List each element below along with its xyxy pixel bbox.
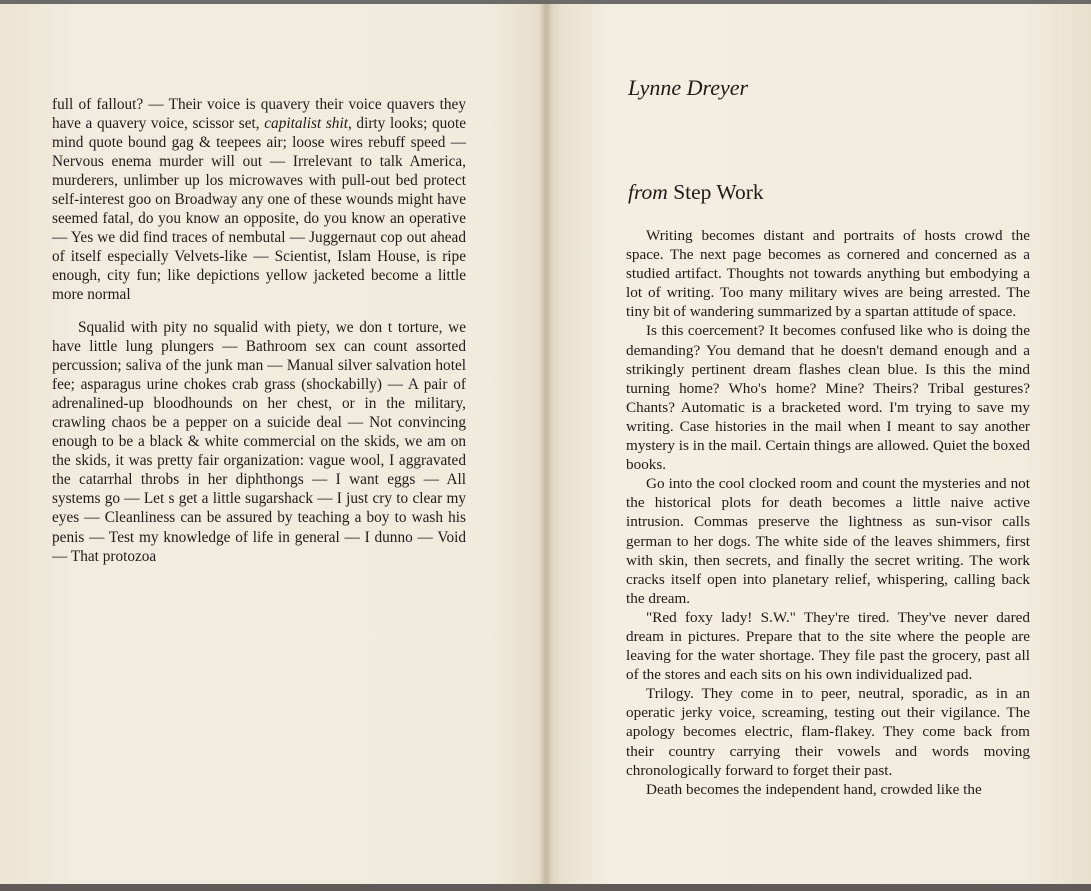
left-paragraph-text: Squalid with pity no squalid with piety, we don t torture, we have little lung plungers — Bathroom sex can count assorted percussion; saliva of the junk man — Manual silver salvation hotel fee; asparagus urine chokes crab grass (shockabilly) — A pair of adrenalined-up bloodhounds on her chest, or in the military, crawling chaos be a pepper on a suicide deal — Not convincing enough to be a black & white commercial on the skids, we am on the skids, it was pretty fair organization: vague wool, I aggravated the catarrhal throbs in her diphthongs — I want eggs — All systems go — Let s get a little sugarshack — I just cry to clear my eyes — Cleanliness can be assured by teaching a boy to wash his penis — Test my knowledge of life in general — I dunno — Void — That protozoa — [52, 319, 466, 565]
left-paragraph-text: full of fallout? — Their voice is quavery their voice quavers they have a quavery voice, scissor set, capitalist shit, dirty looks; quote mind quote bound gag & teepees air; loose wires rebuff speed — Nervous enema murder will out — Irrelevant to talk America, murderers, unlimber up los microwaves with pull-out bed protect self-interest goo on Broadway any one of these wounds might have seemed fatal, do you know an opposite, do you know an operative — Yes we did find traces of nembutal — Juggernaut cop out ahead of itself especially Velvets-like — Scientist, Islam House, is ripe enough, city fun; like depictions yellow jacketed become a little more normal — [52, 96, 466, 304]
right-paragraph: Death becomes the independent hand, crowded like the — [646, 780, 982, 798]
show-through-mark — [350, 70, 355, 93]
left-page-paragraph-1 — [52, 95, 466, 305]
right-paragraph: Go into the cool clocked room and count the mysteries and not the historical plots for death becomes a little naive active intrusion. Commas preserve the lightness as sun-visor calls german to her dogs. The white side of the leaves shimmers, first with skin, then secrets, and finally the secret writing. The work cracks itself open into planetary relief, whispering, calling back the dream. — [626, 475, 1030, 607]
right-paragraph: Writing becomes distant and portraits of hosts crowd the space. The next page becomes as cornered and concerned as a studied artifact. Thoughts not towards anything but embodying a lot of writing. Too many military wives are being arrested. The tiny bit of wandering summarized by a spartan attitude of space. — [626, 227, 1030, 321]
right-paragraph: "Red foxy lady! S.W." They're tired. They've never dared dream in pictures. Prepare that to the site where the people are leaving for the water shortage. They file past the grocery, past all of the stores and each sits on his own individualized pad. — [626, 608, 1030, 684]
author-name: Lynne Dreyer — [628, 75, 749, 100]
book-gutter — [538, 0, 552, 891]
right-paragraph: Trilogy. They come in to peer, neutral, sporadic, as in an operatic jerky voice, screaming, testing out their vigilance. The apology becomes electric, flam-flakey. They come back from their country carrying their vowels and words moving chronologically forward to forget their past. — [626, 685, 1030, 779]
right-page-body — [626, 226, 1030, 799]
title-prefix: from — [628, 180, 668, 204]
right-paragraph: Is this coercement? It becomes confused like who is doing the demanding? You demand that he doesn't demand enough and a strikingly pertinent dream flashes clean blue. Is this the mind turning home? Who's home? Mine? Theirs? Tribal gestures? Chants? Automatic is a bracketed word. I'm trying to save my writing. Case histories in the mail when I meant to say another mystery is in the mail. Certain things are allowed. Quiet the boxed books. — [626, 322, 1030, 474]
scan-bottom-edge — [0, 884, 1091, 891]
left-page-paragraph-2 — [52, 318, 466, 566]
section-title — [628, 180, 764, 205]
emphasis-text: capitalist shit — [264, 115, 348, 133]
title-text: Step Work — [673, 180, 764, 204]
